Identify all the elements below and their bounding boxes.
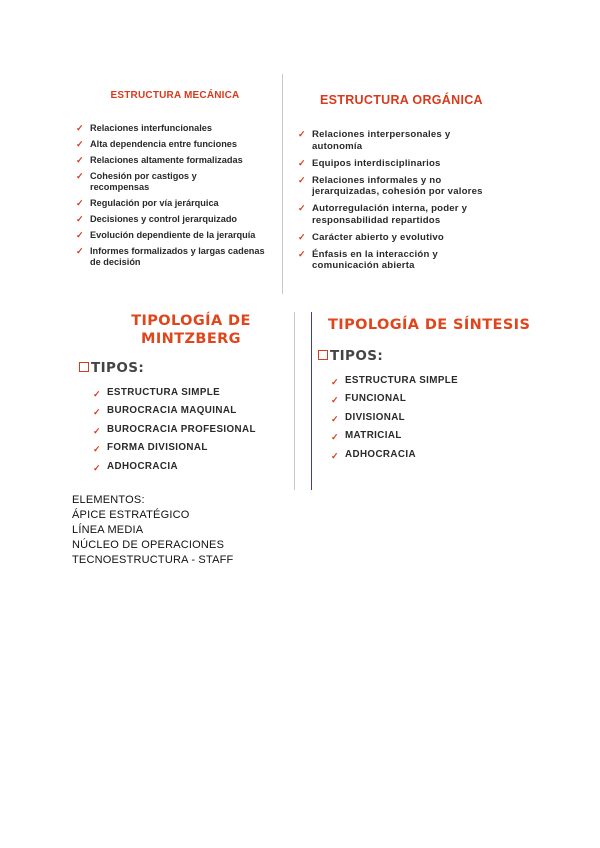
checkmark-icon: ✓ <box>93 425 101 436</box>
organica-list <box>298 129 508 272</box>
divider-bottom-gray <box>294 312 295 490</box>
elementos-line: NÚCLEO DE OPERACIONES <box>72 539 225 551</box>
tipos-label: TIPOS: <box>91 360 145 376</box>
list-item: ✓ Relaciones informales y no jerarquizadas, cohesión por valores <box>298 174 483 197</box>
list-item: ✓ Relaciones interfuncionales <box>76 123 213 133</box>
list-item: ✓ ESTRUCTURA SIMPLE <box>93 387 221 399</box>
mintzberg-title: TIPOLOGÍA DE MINTZBERG <box>131 313 251 347</box>
list-item: ✓ Equipos interdisciplinarios <box>298 157 441 169</box>
square-bullet-icon <box>79 362 89 372</box>
mecanica-panel <box>70 90 270 273</box>
list-item: ✓ ESTRUCTURA SIMPLE <box>331 375 459 387</box>
list-item: ✓ Énfasis en la interacción y comunicación abierta <box>298 248 438 271</box>
checkmark-icon: ✓ <box>76 139 84 149</box>
mintzberg-tipos <box>79 360 285 376</box>
list-item: ✓ Cohesión por castigos y recompensas <box>76 171 197 192</box>
checkmark-icon: ✓ <box>331 377 339 387</box>
checkmark-icon: ✓ <box>76 155 84 165</box>
sintesis-list <box>331 375 548 461</box>
list-item: ✓ FUNCIONAL <box>331 393 407 406</box>
checkmark-icon: ✓ <box>298 174 306 185</box>
checkmark-icon: ✓ <box>76 123 84 133</box>
mintzberg-panel <box>75 312 285 479</box>
square-bullet-icon <box>318 350 328 360</box>
list-item: ✓ DIVISIONAL <box>331 411 406 424</box>
checkmark-icon: ✓ <box>93 444 101 455</box>
checkmark-icon: ✓ <box>298 248 306 259</box>
checkmark-icon: ✓ <box>76 246 84 256</box>
mecanica-title: ESTRUCTURA MECÁNICA <box>110 90 240 101</box>
checkmark-icon: ✓ <box>298 129 306 139</box>
elementos-line: LÍNEA MEDIA <box>72 524 144 536</box>
sintesis-tipos <box>318 348 548 364</box>
checkmark-icon: ✓ <box>331 432 339 443</box>
checkmark-icon: ✓ <box>331 450 339 461</box>
list-item: ✓ Informes formalizados y largas cadenas de decisión <box>76 246 265 267</box>
checkmark-icon: ✓ <box>93 462 101 473</box>
list-item: ✓ MATRICIAL <box>331 430 402 443</box>
checkmark-icon: ✓ <box>76 198 84 208</box>
list-item: ✓ BUROCRACIA MAQUINAL <box>93 405 237 418</box>
mintzberg-list <box>93 387 285 473</box>
checkmark-icon: ✓ <box>331 413 339 424</box>
organica-title: ESTRUCTURA ORGÁNICA <box>320 93 483 107</box>
mecanica-list <box>76 123 270 268</box>
list-item: ✓ BUROCRACIA PROFESIONAL <box>93 423 256 436</box>
elementos-block <box>72 493 233 568</box>
checkmark-icon: ✓ <box>76 171 84 181</box>
organica-panel <box>298 93 508 277</box>
list-item: ✓ Regulación por vía jerárquica <box>76 198 219 208</box>
elementos-heading: ELEMENTOS: <box>72 494 145 506</box>
list-item: ✓ Autorregulación interna, poder y responsabilidad repartidos <box>298 203 468 226</box>
checkmark-icon: ✓ <box>76 230 84 240</box>
list-item: ✓ Relaciones altamente formalizadas <box>76 155 243 165</box>
list-item: ✓ Decisiones y control jerarquizado <box>76 214 238 224</box>
list-item: ✓ Evolución dependiente de la jerarquía <box>76 230 256 240</box>
checkmark-icon: ✓ <box>93 389 101 399</box>
list-item: ✓ ADHOCRACIA <box>331 448 416 461</box>
checkmark-icon: ✓ <box>76 214 84 224</box>
divider-top <box>282 74 283 294</box>
list-item: ✓ Relaciones interpersonales y autonomía <box>298 129 451 152</box>
checkmark-icon: ✓ <box>298 231 306 242</box>
sintesis-panel <box>318 316 548 467</box>
checkmark-icon: ✓ <box>93 407 101 418</box>
checkmark-icon: ✓ <box>298 157 306 168</box>
elementos-line: TECNOESTRUCTURA - STAFF <box>72 554 234 566</box>
list-item: ✓ Alta dependencia entre funciones <box>76 139 238 149</box>
elementos-line: ÁPICE ESTRATÉGICO <box>72 509 190 521</box>
checkmark-icon: ✓ <box>331 395 339 406</box>
list-item: ✓ FORMA DIVISIONAL <box>93 442 208 455</box>
tipos-label: TIPOS: <box>330 348 384 364</box>
divider-bottom-blue <box>311 312 312 490</box>
list-item: ✓ Carácter abierto y evolutivo <box>298 231 444 243</box>
checkmark-icon: ✓ <box>298 203 306 213</box>
sintesis-title: TIPOLOGÍA DE SÍNTESIS <box>328 317 531 333</box>
list-item: ✓ ADHOCRACIA <box>93 460 178 473</box>
